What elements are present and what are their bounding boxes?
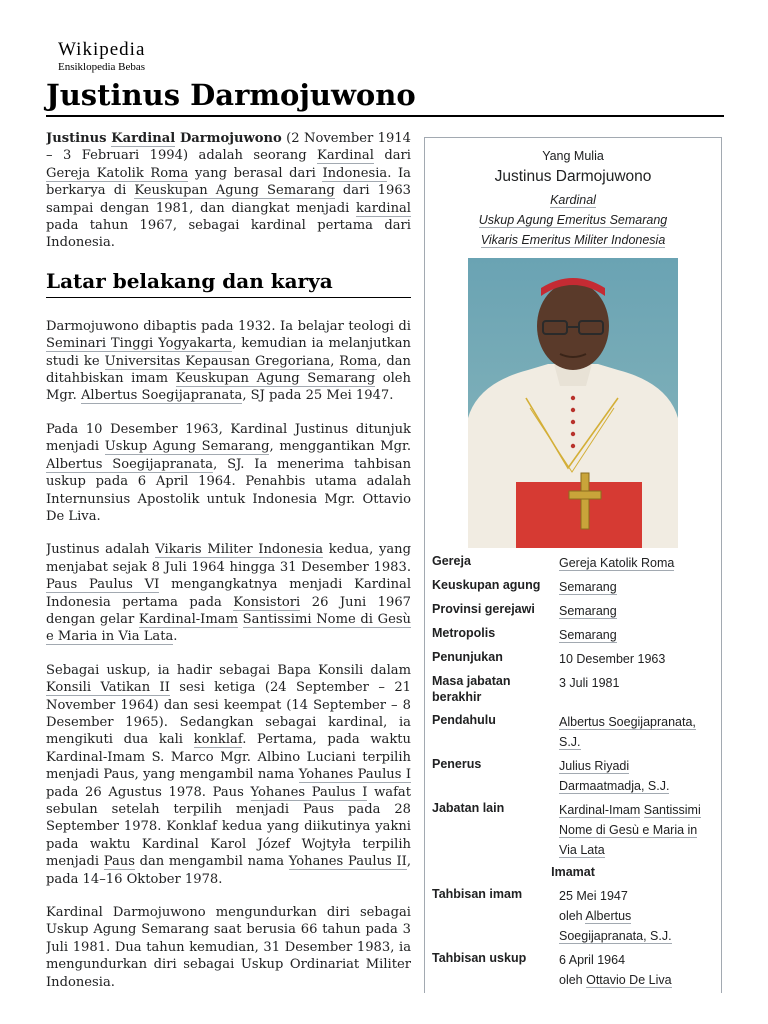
portrait-photo[interactable] [468,258,678,548]
row-tahbisan-imam [425,886,721,946]
text: , pada 14–16 Oktober 1978. [46,854,411,887]
link-paus-paulus[interactable]: Paus Paulus VI [46,577,160,593]
text: pada 26 Agustus 1978. Paus [46,784,251,800]
infobox-title-vikaris[interactable]: Vikaris Emeritus Militer Indonesia [480,233,666,247]
value-penunjukan: 10 Desember 1963 [559,652,666,666]
value-provinsi[interactable]: Semarang [559,604,617,618]
link-konklaf[interactable]: konklaf [193,732,243,748]
label-jabatan-lain: Jabatan lain [432,801,505,815]
paragraph-1 [46,318,411,405]
text: dari 1963 sampai dengan 1981, dan diangkat menjadi [46,183,411,216]
paragraph-5: Kardinal Darmojuwono mengundurkan diri sebagai Uskup Agung Semarang saat berusia 66 tahun pada 3 Juli 1981. Dua tahun kemudian, 31 Desember 1983, ia mengundurkan diri sebagai Uskup Ordinariat Militer Indonesia. [46,905,411,990]
text: oleh [559,973,587,987]
value-tahbisan-imam-date: 25 Mei 1947 [559,889,628,903]
text: . Ia berkarya di [46,165,411,199]
label-tahbisan-uskup: Tahbisan uskup [432,951,527,965]
page-title: Justinus Darmojuwono [46,76,724,117]
value-pendahulu[interactable]: Albertus Soegijapranata, S.J. [559,715,696,749]
text: Sebagai uskup, ia hadir sebagai Bapa Konsili dalam [46,662,411,678]
link-kas[interactable]: Keuskupan Agung Semarang [175,371,376,387]
text: , kemudian ia melanjutkan studi ke [46,336,411,369]
text: oleh Mgr. [46,371,411,404]
text: dan mengambil nama [134,854,289,870]
infobox-rows [425,553,721,990]
text: mengangkatnya menjadi Kardinal Indonesia pertama pada [46,577,411,610]
infobox-title-uskup[interactable]: Uskup Agung Emeritus Semarang [478,213,668,227]
row-keuskupan [425,577,721,597]
text: , menggantikan Mgr. [269,439,411,455]
text: sesi ketiga (24 September – 21 November 1964) dan sesi keempat (14 September – 8 Desember 1965). Sedangkan sebagai kardinal, ia mengikuti dua kali [46,680,411,748]
portrait-illustration [468,258,678,548]
label-penunjukan: Penunjukan [432,650,503,664]
row-jabatan-lain [425,800,721,860]
label-keuskupan: Keuskupan agung [432,578,541,592]
text: . [173,629,178,645]
section-imamat: Imamat [551,865,595,879]
row-masa-jabatan [425,673,721,705]
text: Justinus adalah [46,542,156,558]
text: . Pertama, pada waktu Kardinal-Imam S. Marco Mgr. Albino Luciani terpilih menjadi Paus, yang mengambil nama [46,732,411,783]
link-universitas[interactable]: Universitas Kepausan Gregoriana [104,353,331,369]
section-heading: Latar belakang dan karya [46,268,411,298]
text: yang berasal dari [188,165,323,181]
link-paus[interactable]: Paus [103,854,135,870]
link-santissimi[interactable]: Santissimi Nome di Gesù e Maria in Via Lata [46,611,411,645]
row-penerus [425,756,721,796]
value-penerus[interactable]: Julius Riyadi Darmaatmadja, S.J. [559,759,670,793]
link-roma[interactable]: Roma [339,353,378,369]
link-kardinal[interactable]: Kardinal [111,131,176,146]
row-gereja [425,553,721,573]
text: Pada 10 Desember 1963, Kardinal Justinus ditunjuk menjadi [46,421,411,455]
link-indonesia[interactable]: Indonesia [322,165,388,181]
link-konsili[interactable]: Konsili Vatikan II [46,680,170,696]
paragraph-3 [46,541,411,645]
text: , SJ. Ia menerima tahbisan uskup pada 6 April 1964. Penahbis utama adalah Internunsius Apostolik untuk Indonesia Mgr. Ottavio De Liva. [46,456,411,524]
value-keuskupan[interactable]: Semarang [559,580,617,594]
link-seminari[interactable]: Seminari Tinggi Yogyakarta [46,336,233,352]
row-provinsi [425,601,721,621]
label-provinsi: Provinsi gerejawi [432,602,535,616]
text: 26 Juni 1967 dengan gelar [46,594,411,627]
paragraph-4 [46,662,411,888]
label-gereja: Gereja [432,554,471,568]
link-gereja-katolik-roma[interactable]: Gereja Katolik Roma [46,165,189,181]
text: kedua, yang menjabat sejak 8 Juli 1964 hingga 31 Desember 1983. [46,542,411,575]
row-metropolis [425,625,721,645]
wikipedia-logo[interactable] [58,40,145,73]
text: , [330,353,340,369]
intro-paragraph [46,130,411,252]
text: wafat sebulan setelah terpilih menjadi Paus pada 28 September 1978. Konklaf kedua yang diikutinya yakni pada waktu Kardinal Karol Józef Wojtyła terpilih menjadi [46,784,411,870]
link-kardinal-3[interactable]: kardinal [356,200,411,216]
text: Justinus [46,131,112,146]
label-metropolis: Metropolis [432,626,496,640]
text [238,612,243,627]
link-uskup-agung[interactable]: Uskup Agung Semarang [104,439,270,455]
text: pada tahun 1967, sebagai kardinal pertama dari Indonesia. [46,218,411,251]
row-pendahulu [425,712,721,752]
value-tahbisan-uskup-by[interactable]: Ottavio De Liva [586,973,672,987]
link-keuskupan-agung-semarang[interactable]: Keuskupan Agung Semarang [134,183,335,199]
wikipedia-tagline: Ensiklopedia Bebas [58,61,146,73]
value-kardinal-imam[interactable]: Kardinal-Imam [559,803,641,817]
value-metropolis[interactable]: Semarang [559,628,617,642]
link-yohanes-paulus-1[interactable]: Yohanes Paulus I [298,767,411,783]
infobox-name: Justinus Darmojuwono [494,168,652,185]
label-tahbisan-imam: Tahbisan imam [432,887,523,901]
text: (2 November 1914 – 3 Februari 1994) adalah seorang [46,131,411,164]
link-yohanes-paulus-1b[interactable]: Yohanes Paulus I [250,784,368,800]
link-yohanes-paulus-2[interactable]: Yohanes Paulus II [288,854,407,870]
row-penunjukan [425,649,721,669]
value-santissimi[interactable]: Santissimi Nome di Gesù e Maria in Via Lata [559,803,701,857]
link-konsistori[interactable]: Konsistori [233,594,301,610]
infobox-honorific: Yang Mulia [542,149,604,163]
value-tahbisan-uskup-date: 6 April 1964 [559,953,626,967]
value-masa-jabatan: 3 Juli 1981 [559,676,620,690]
wikipedia-wordmark: Wikipedia [58,39,146,60]
text: , dan ditahbiskan imam [46,353,411,387]
paragraph-2 [46,421,411,525]
link-kardinal-2[interactable]: Kardinal [317,148,374,164]
text: dari [373,148,411,164]
article-body [46,130,411,990]
value-tahbisan-imam-by[interactable]: Albertus Soegijapranata, S.J. [559,909,672,943]
infobox-title-kardinal[interactable]: Kardinal [550,193,596,207]
infobox [424,137,722,993]
link-albertus[interactable]: Albertus Soegijapranata [80,388,243,404]
label-penerus: Penerus [432,757,482,771]
link-kardinal-imam[interactable]: Kardinal-Imam [138,611,238,627]
link-albertus-2[interactable]: Albertus Soegijapranata [46,456,214,472]
text: , SJ pada 25 Mei 1947. [242,388,394,404]
link-vikaris[interactable]: Vikaris Militer Indonesia [155,542,324,558]
row-tahbisan-uskup [425,950,721,990]
label-pendahulu: Pendahulu [432,713,496,727]
label-masa-jabatan: Masa jabatan berakhir [432,674,511,704]
value-gereja[interactable]: Gereja Katolik Roma [559,556,675,570]
text: oleh [559,909,586,923]
text: Darmojuwono dibaptis pada 1932. Ia belajar teologi di [46,318,411,334]
text: Darmojuwono [175,131,282,146]
infobox-header [425,138,721,250]
